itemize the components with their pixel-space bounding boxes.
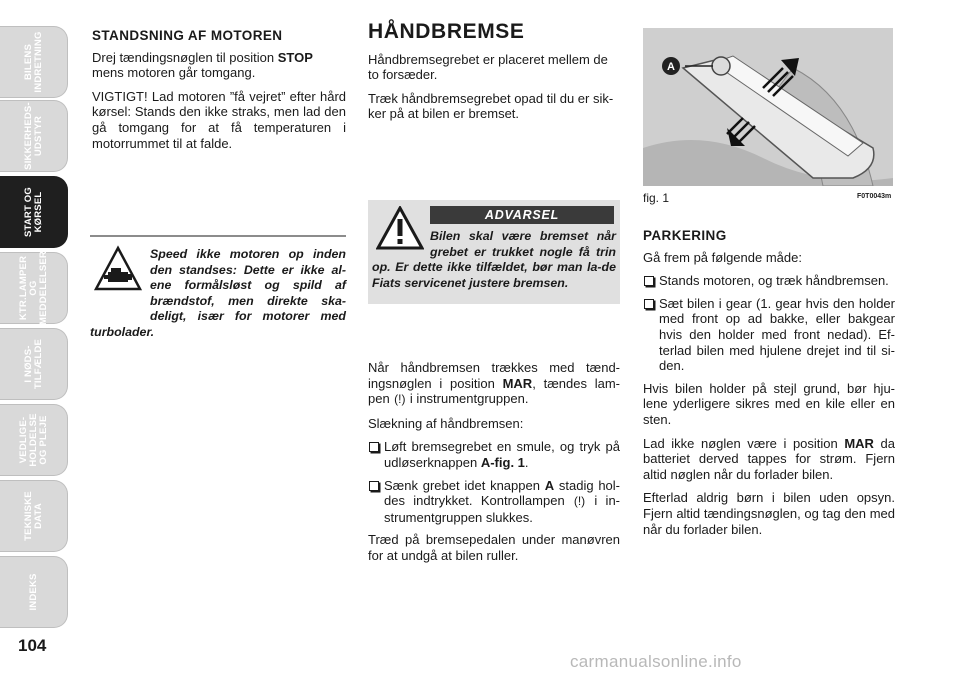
- section-heading-handbremse: HÅNDBREMSE: [368, 20, 525, 43]
- paragraph: Når håndbremsen trækkes med tænd-ingsnøglen i position MAR, tændes lam-pen (!) i instrumentgruppen.: [368, 360, 620, 407]
- tab-label: I NØDS- TILFÆLDE: [22, 338, 44, 390]
- section-heading-standsning: STANDSNING AF MOTOREN: [92, 28, 283, 43]
- warning-title: ADVARSEL: [430, 206, 614, 224]
- tab-label: BILENS INDRETNING: [22, 31, 44, 93]
- tab-ktr-lamper[interactable]: [0, 252, 68, 324]
- tab-tekniske-data[interactable]: [0, 480, 68, 552]
- figure-caption: fig. 1: [643, 191, 670, 205]
- svg-text:A: A: [667, 61, 675, 73]
- watermark: carmanualsonline.info: [570, 652, 742, 671]
- tab-label: KTR.LAMPER OG MEDDELELSER: [17, 251, 49, 325]
- caution-text: Speed ikke motoren op inden den standses: Dette er ikke al-ene formålsløst og spild af brændstof, men direkte ska-deligt, især for motorer med turbolader.: [90, 247, 346, 339]
- left-column: [92, 28, 346, 159]
- paragraph: VIGTIGT! Lad motoren ”få vejret” efter hård kørsel: Stands den ikke straks, men lad den gå tomgang for at få temperaturen i motorrummet til at falde.: [92, 88, 346, 151]
- handbrake-illustration: [643, 28, 893, 186]
- list-item: Stands motoren, og træk håndbremsen.: [643, 273, 895, 289]
- list-item: Løft bremsegrebet en smule, og tryk på udløserknappen A-fig. 1.: [368, 439, 620, 470]
- warning-box: [368, 200, 620, 304]
- tab-label: INDEKS: [27, 573, 39, 611]
- right-column: [643, 228, 895, 545]
- brake-lamp-icon: (!): [394, 392, 406, 407]
- tab-indeks[interactable]: [0, 556, 68, 628]
- tab-label: SIKKERHEDS- UDSTYR: [22, 102, 44, 170]
- tab-vedligeholdelse[interactable]: [0, 404, 68, 476]
- list-item: Sænk grebet idet knappen A stadig hol-des indtrykket. Kontrollampen (!) i in-strumentgruppen slukkes.: [368, 478, 620, 526]
- paragraph: Håndbremsegrebet er placeret mellem de to forsæder.: [368, 51, 608, 83]
- tab-label: START OG KØRSEL: [22, 187, 44, 237]
- paragraph: Gå frem på følgende måde:: [643, 249, 802, 265]
- paragraph: Efterlad aldrig børn i bilen uden opsyn. Fjern altid tændingsnøglen, og tag den med når du forlader bilen.: [643, 490, 895, 537]
- paragraph: Træk håndbremsegrebet opad til du er sik-ker på at bilen er bremset.: [368, 90, 614, 122]
- figure-code: F0T0043m: [857, 193, 892, 200]
- tab-label: VEDLIGE- HOLDELSE OG PLEJE: [17, 413, 49, 467]
- tab-i-nodstilfaelde[interactable]: [0, 328, 68, 400]
- tab-bilens-indretning[interactable]: [0, 26, 68, 98]
- paragraph: Lad ikke nøglen være i position MAR da batteriet derved tappes for strøm. Fjern altid nøglen når du forlader bilen.: [643, 435, 895, 482]
- middle-column-lower: [368, 360, 620, 572]
- tab-sikkerhedsudstyr[interactable]: [0, 100, 68, 172]
- tab-label: TEKNISKE DATA: [22, 491, 44, 541]
- paragraph: Hvis bilen holder på stejl grund, bør hju-lene yderligere sikres med en kile eller en sten.: [643, 380, 895, 427]
- paragraph: Slækning af håndbremsen:: [368, 415, 524, 431]
- middle-column: [368, 20, 620, 130]
- tab-start-og-korsel[interactable]: [0, 176, 68, 248]
- warning-text: Bilen skal være bremset når grebet er trukket nogle få trin op. Er dette ikke tilfældet, bør man la-de Fiats servicenet justere bremsen.: [372, 229, 616, 290]
- section-heading-parkering: PARKERING: [643, 228, 727, 243]
- paragraph: Drej tændingsnøglen til position STOP mens motoren går tomgang.: [92, 49, 313, 81]
- divider: [90, 235, 346, 237]
- handbrake-figure: [643, 28, 893, 186]
- brake-lamp-icon: (!): [573, 494, 586, 509]
- paragraph: Træd på bremsepedalen under manøvren for at undgå at bilen ruller.: [368, 532, 620, 563]
- page-number: 104: [18, 636, 47, 655]
- list-item: Sæt bilen i gear (1. gear hvis den holder med front op ad bakke, eller bakgear hvis den holder med front nedad). Ef-terlad bilen med hjulene drejet ind til si-den.: [643, 296, 895, 374]
